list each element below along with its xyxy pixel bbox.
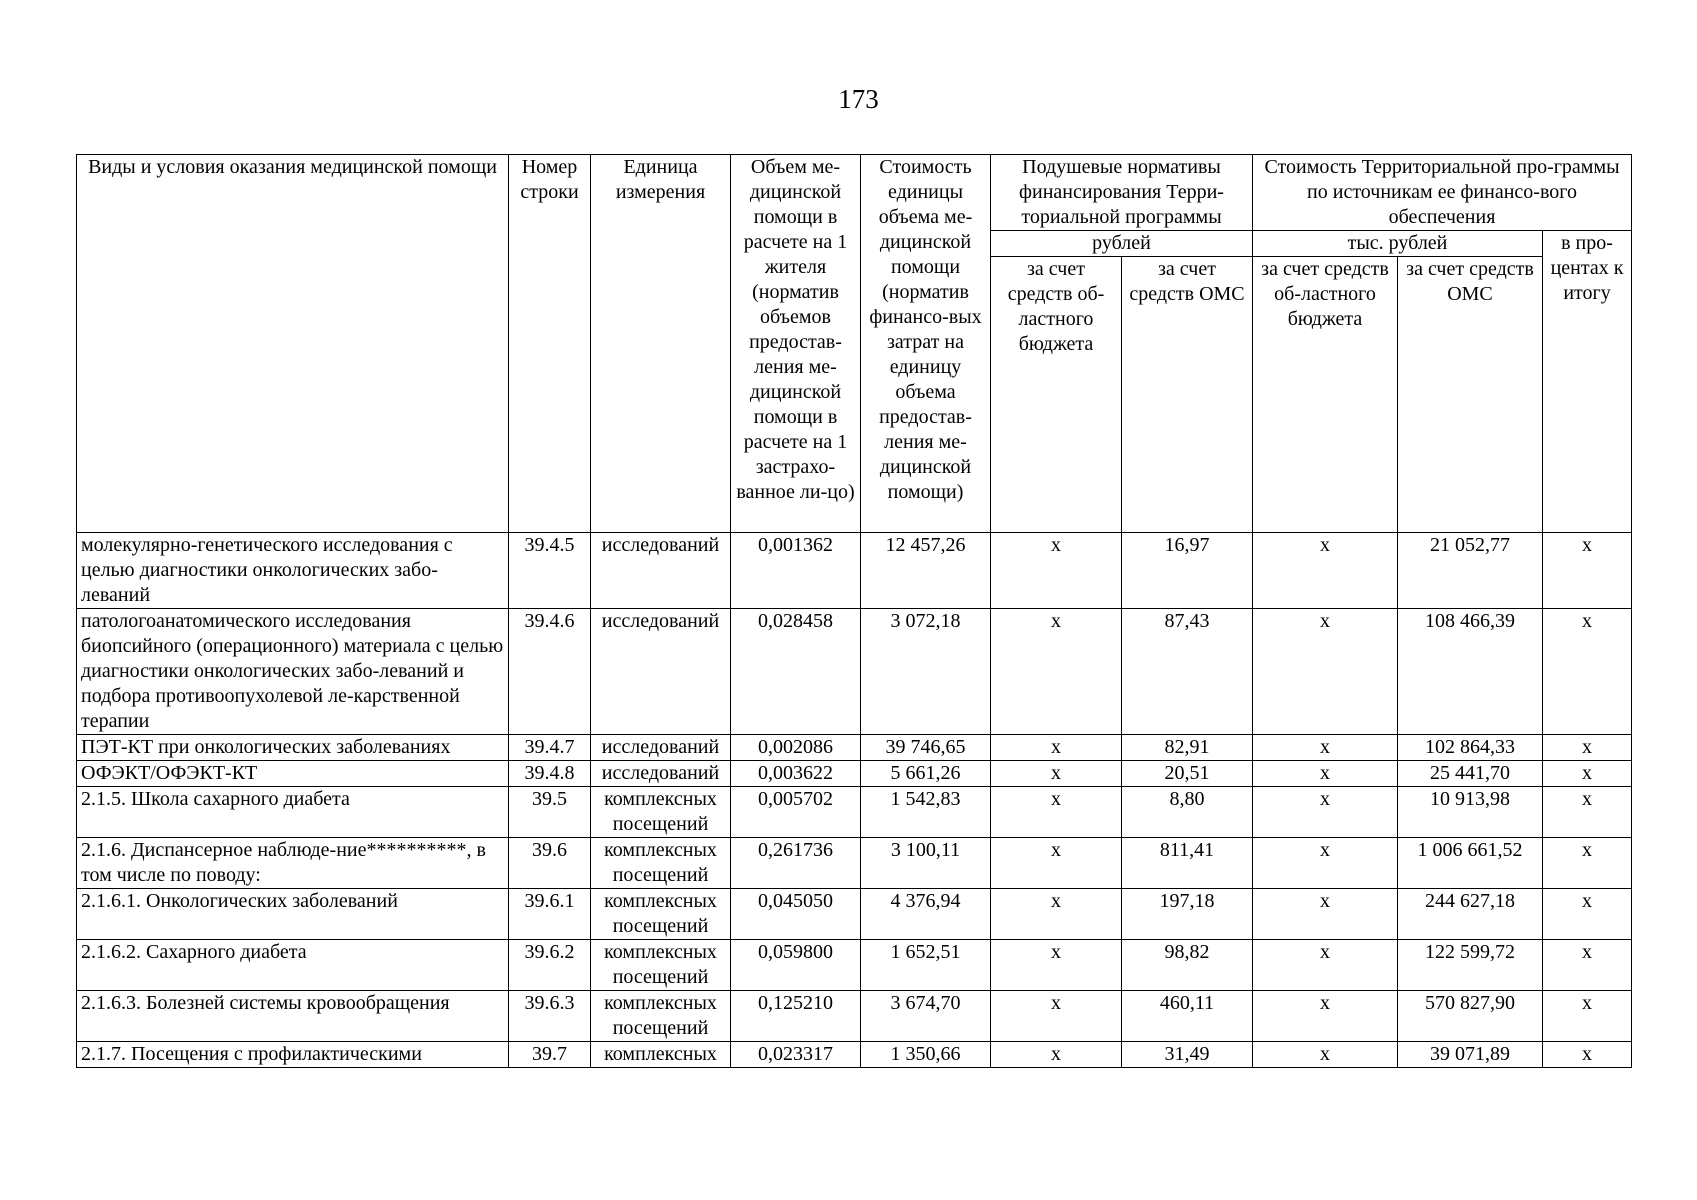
row-norm-regional: х <box>991 889 1122 940</box>
table-row <box>77 609 1632 735</box>
row-total-regional: х <box>1253 940 1398 991</box>
row-volume: 0,261736 <box>731 838 861 889</box>
row-norm-oms: 31,49 <box>1122 1042 1253 1068</box>
header-rubles: рублей <box>991 231 1253 257</box>
header-unit-cost: Стоимость единицы объема ме-дицинской помощи (норматив финансо-вых затрат на единицу объема предостав-ления ме-дицинской помощи) <box>861 155 991 533</box>
row-percent: х <box>1543 1042 1632 1068</box>
row-volume: 0,002086 <box>731 735 861 761</box>
row-volume: 0,003622 <box>731 761 861 787</box>
row-total-regional: х <box>1253 787 1398 838</box>
row-total-regional: х <box>1253 991 1398 1042</box>
row-volume: 0,059800 <box>731 940 861 991</box>
row-norm-regional: х <box>991 838 1122 889</box>
header-row-number: Номер строки <box>509 155 591 533</box>
row-name: ПЭТ-КТ при онкологических заболеваниях <box>77 735 509 761</box>
row-unit-cost: 3 100,11 <box>861 838 991 889</box>
row-number: 39.4.6 <box>509 609 591 735</box>
row-number: 39.6.3 <box>509 991 591 1042</box>
row-unit: исследований <box>591 761 731 787</box>
row-unit: комплексных посещений <box>591 889 731 940</box>
row-volume: 0,001362 <box>731 533 861 609</box>
header-volume: Объем ме-дицинской помощи в расчете на 1 жителя (норматив объемов предостав-ления ме-дицинской помощи в расчете на 1 застрахо-ванное ли-цо) <box>731 155 861 533</box>
row-total-regional: х <box>1253 1042 1398 1068</box>
row-norm-oms: 16,97 <box>1122 533 1253 609</box>
header-total-oms: за счет средств ОМС <box>1398 257 1543 533</box>
row-number: 39.4.7 <box>509 735 591 761</box>
row-unit: исследований <box>591 609 731 735</box>
row-norm-oms: 197,18 <box>1122 889 1253 940</box>
row-percent: х <box>1543 838 1632 889</box>
row-norm-regional: х <box>991 761 1122 787</box>
row-total-oms: 25 441,70 <box>1398 761 1543 787</box>
row-norm-oms: 87,43 <box>1122 609 1253 735</box>
row-volume: 0,045050 <box>731 889 861 940</box>
row-total-oms: 122 599,72 <box>1398 940 1543 991</box>
row-total-oms: 244 627,18 <box>1398 889 1543 940</box>
row-norm-oms: 20,51 <box>1122 761 1253 787</box>
row-total-oms: 21 052,77 <box>1398 533 1543 609</box>
row-number: 39.6 <box>509 838 591 889</box>
row-norm-oms: 98,82 <box>1122 940 1253 991</box>
row-name: молекулярно-генетического исследования с целью диагностики онкологических забо-леваний <box>77 533 509 609</box>
header-type: Виды и условия оказания медицинской помощи <box>77 155 509 533</box>
row-number: 39.7 <box>509 1042 591 1068</box>
row-unit-cost: 3 072,18 <box>861 609 991 735</box>
row-number: 39.6.1 <box>509 889 591 940</box>
row-name: 2.1.6.1. Онкологических заболеваний <box>77 889 509 940</box>
row-unit: комплексных посещений <box>591 991 731 1042</box>
row-number: 39.6.2 <box>509 940 591 991</box>
header-norm-oms: за счет средств ОМС <box>1122 257 1253 533</box>
row-percent: х <box>1543 889 1632 940</box>
row-total-regional: х <box>1253 889 1398 940</box>
row-total-regional: х <box>1253 761 1398 787</box>
header-norm-regional: за счет средств об-ластного бюджета <box>991 257 1122 533</box>
row-number: 39.5 <box>509 787 591 838</box>
row-total-oms: 102 864,33 <box>1398 735 1543 761</box>
table-row <box>77 991 1632 1042</box>
row-percent: х <box>1543 735 1632 761</box>
row-unit-cost: 1 652,51 <box>861 940 991 991</box>
row-total-oms: 108 466,39 <box>1398 609 1543 735</box>
row-unit: комплексных <box>591 1042 731 1068</box>
row-percent: х <box>1543 787 1632 838</box>
row-percent: х <box>1543 533 1632 609</box>
row-total-regional: х <box>1253 609 1398 735</box>
row-unit-cost: 5 661,26 <box>861 761 991 787</box>
row-unit-cost: 12 457,26 <box>861 533 991 609</box>
row-unit-cost: 1 350,66 <box>861 1042 991 1068</box>
row-norm-regional: х <box>991 991 1122 1042</box>
row-norm-oms: 811,41 <box>1122 838 1253 889</box>
row-name: 2.1.5. Школа сахарного диабета <box>77 787 509 838</box>
row-unit: комплексных посещений <box>591 787 731 838</box>
table-row <box>77 940 1632 991</box>
row-norm-regional: х <box>991 1042 1122 1068</box>
row-unit-cost: 3 674,70 <box>861 991 991 1042</box>
row-total-regional: х <box>1253 533 1398 609</box>
row-volume: 0,005702 <box>731 787 861 838</box>
row-total-regional: х <box>1253 838 1398 889</box>
table-row <box>77 533 1632 609</box>
row-norm-oms: 8,80 <box>1122 787 1253 838</box>
row-unit-cost: 39 746,65 <box>861 735 991 761</box>
table-body <box>77 533 1632 1068</box>
row-name: 2.1.6.3. Болезней системы кровообращения <box>77 991 509 1042</box>
header-total-regional: за счет средств об-ластного бюджета <box>1253 257 1398 533</box>
table-row <box>77 889 1632 940</box>
row-name: патологоанатомического исследования биопсийного (операционного) материала с целью диагностики онкологических забо-леваний и подбора противоопухолевой ле-карственной терапии <box>77 609 509 735</box>
row-norm-oms: 460,11 <box>1122 991 1253 1042</box>
header-unit: Единица измерения <box>591 155 731 533</box>
table-row <box>77 838 1632 889</box>
row-total-oms: 39 071,89 <box>1398 1042 1543 1068</box>
row-unit-cost: 4 376,94 <box>861 889 991 940</box>
data-table <box>76 154 1632 1068</box>
row-name: 2.1.6. Диспансерное наблюде-ние**********, в том числе по поводу: <box>77 838 509 889</box>
header-thousand-rubles: тыс. рублей <box>1253 231 1543 257</box>
row-unit-cost: 1 542,83 <box>861 787 991 838</box>
row-norm-regional: х <box>991 940 1122 991</box>
row-norm-regional: х <box>991 787 1122 838</box>
row-volume: 0,125210 <box>731 991 861 1042</box>
header-per-capita-norms: Подушевые нормативы финансирования Терри-ториальной программы <box>991 155 1253 231</box>
row-percent: х <box>1543 940 1632 991</box>
row-volume: 0,028458 <box>731 609 861 735</box>
table-row <box>77 787 1632 838</box>
row-unit: исследований <box>591 735 731 761</box>
table-row <box>77 1042 1632 1068</box>
row-percent: х <box>1543 761 1632 787</box>
row-total-regional: х <box>1253 735 1398 761</box>
row-norm-regional: х <box>991 735 1122 761</box>
table-row <box>77 761 1632 787</box>
row-total-oms: 570 827,90 <box>1398 991 1543 1042</box>
row-norm-regional: х <box>991 533 1122 609</box>
row-total-oms: 1 006 661,52 <box>1398 838 1543 889</box>
row-unit: комплексных посещений <box>591 838 731 889</box>
row-unit: исследований <box>591 533 731 609</box>
header-program-cost: Стоимость Территориальной про-граммы по источникам ее финансо-вого обеспечения <box>1253 155 1632 231</box>
row-name: 2.1.6.2. Сахарного диабета <box>77 940 509 991</box>
row-number: 39.4.8 <box>509 761 591 787</box>
header-percent: в про-центах к итогу <box>1543 231 1632 533</box>
page-number: 173 <box>838 84 879 114</box>
row-number: 39.4.5 <box>509 533 591 609</box>
row-percent: х <box>1543 609 1632 735</box>
row-name: ОФЭКТ/ОФЭКТ-КТ <box>77 761 509 787</box>
row-volume: 0,023317 <box>731 1042 861 1068</box>
row-unit: комплексных посещений <box>591 940 731 991</box>
row-name: 2.1.7. Посещения с профилактическими <box>77 1042 509 1068</box>
table-row <box>77 735 1632 761</box>
row-total-oms: 10 913,98 <box>1398 787 1543 838</box>
row-norm-regional: х <box>991 609 1122 735</box>
row-percent: х <box>1543 991 1632 1042</box>
row-norm-oms: 82,91 <box>1122 735 1253 761</box>
